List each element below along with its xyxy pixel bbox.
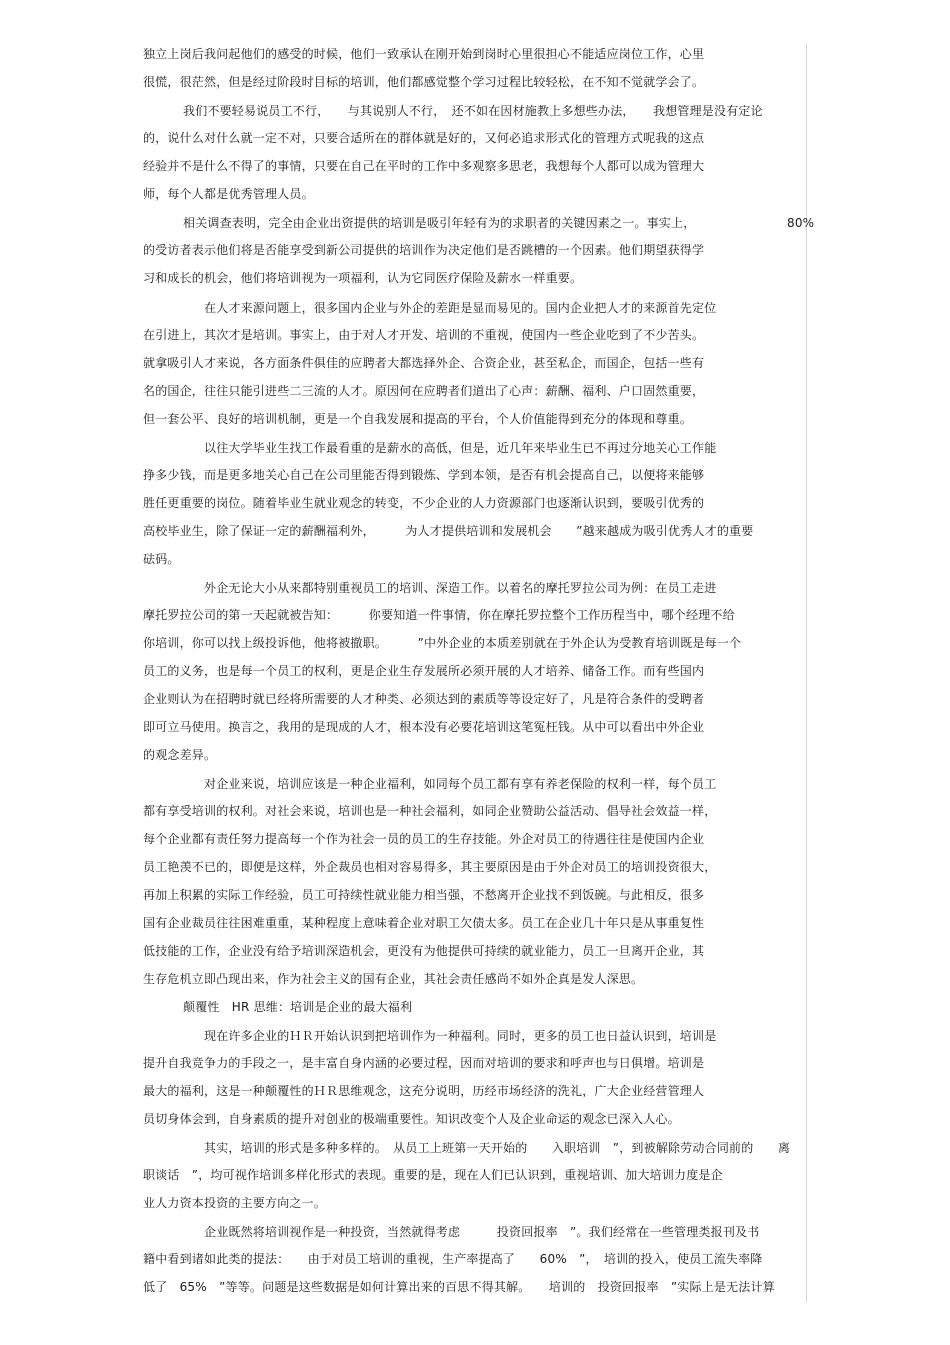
text-line: 砝码。 (143, 552, 180, 566)
text-line: 的观念差异。 (143, 748, 217, 762)
text-line: 习和成长的机会，他们将培训视为一项福利，认为它同医疗保险及薪水一样重要。 (143, 271, 583, 285)
text-line: 即可立马使用。换言之，我用的是现成的人才，根本没有必要花培训这笔冤枉钱。从中可以看出中外企业 (143, 720, 705, 734)
text-line: 最大的福利，这是一种颠覆性的ＨＲ思维观念，这充分说明，历经市场经济的洗礼，广大企业经营管理人 (143, 1084, 705, 1098)
text-line: 的，说什么对什么就一定不对，只要合适所在的群体就是好的，又何必追求形式化的管理方式呢我的这点 (143, 131, 705, 145)
text-line: 很慌，很茫然，但是经过阶段时目标的培训，他们都感觉整个学习过程比较轻松，在不知不觉就学会了。 (143, 75, 705, 89)
text-line: 员工的义务，也是每一个员工的权利，更是企业生存发展所必须开展的人才培养、储备工作。而有些国内 (143, 664, 705, 678)
text-line: 低了 65% ”等等。问题是这些数据是如何计算出来的百思不得其解。 培训的 投资回报率 ”实际上是无法计算 (143, 1280, 775, 1294)
text-line: 挣多少钱，而是更多地关心自己在公司里能否得到锻炼、学到本领，是否有机会提高自己，以便将来能够 (143, 468, 705, 482)
text-line: 企业则认为在招聘时就已经将所需要的人才种类、必须达到的素质等等设定好了，凡是符合条件的受聘者 (143, 692, 705, 706)
text-line: 就拿吸引人才来说，各方面条件俱佳的应聘者大都选择外企、合资企业，甚至私企，而国企，包括一些有 (143, 356, 705, 370)
text-line: 对企业来说，培训应该是一种企业福利，如同每个员工都有享有养老保险的权利一样，每个员工 (204, 777, 717, 791)
text-line: 企业既然将培训视作是一种投资，当然就得考虑 投资回报率 ”。我们经常在一些管理类报刊及书 (204, 1225, 760, 1239)
text-line: 提升自我竞争力的手段之一，是丰富自身内涵的必要过程，因而对培训的要求和呼声也与日俱增。培训是 (143, 1056, 705, 1070)
text-line: 高校毕业生，除了保证一定的薪酬福利外， 为人才提供培训和发展机会 ”越来越成为吸引优秀人才的重要 (143, 524, 754, 538)
text-line: 国有企业裁员往往困难重重，某种程度上意味着企业对职工欠债太多。员工在企业几十年只是从事重复性 (143, 916, 705, 930)
text-line: 员工艳羡不已的，即便是这样，外企裁员也相对容易得多，其主要原因是由于外企对员工的培训投资很大， (143, 860, 717, 874)
text-line: 师，每个人都是优秀管理人员。 (143, 187, 314, 201)
text-line: 现在许多企业的ＨＲ开始认识到把培训作为一种福利。同时，更多的员工也日益认识到，培训是 (204, 1029, 717, 1043)
text-line: 在人才来源问题上，很多国内企业与外企的差距是显而易见的。国内企业把人才的来源首先定位 (204, 301, 717, 315)
text-line: 再加上积累的实际工作经验，员工可持续性就业能力相当强，不愁离开企业找不到饭碗。与此相反，很多 (143, 888, 705, 902)
text-line: 低技能的工作，企业没有给予培训深造机会，更没有为他提供可持续的就业能力，员工一旦离开企业，其 (143, 944, 705, 958)
text-line: 其实，培训的形式是多种多样的。 从员工上班第一天开始的 入职培训 ”，到被解除劳动合同前的 离 (204, 1141, 791, 1155)
text-line: 都有享受培训的权利。对社会来说，培训也是一种社会福利，如同企业赞助公益活动、倡导社会效益一样， (143, 804, 717, 818)
text-line: 独立上岗后我问起他们的感受的时候，他们一致承认在刚开始到岗时心里很担心不能适应岗位工作，心里 (143, 47, 705, 61)
text-line: 籍中看到诸如此类的提法： 由于对员工培训的重视，生产率提高了 60% ”， 培训的投入，使员工流失率降 (143, 1252, 763, 1266)
text-line: 胜任更重要的岗位。随着毕业生就业观念的转变，不少企业的人力资源部门也逐渐认识到，要吸引优秀的 (143, 496, 705, 510)
text-line: 外企无论大小从来都特别重视员工的培训、深造工作。以着名的摩托罗拉公司为例：在员工走进 (204, 581, 717, 595)
text-line: 我们不要轻易说员工不行， 与其说别人不行， 还不如在因材施教上多想些办法， 我想管理是没有定论 (183, 104, 763, 118)
text-line: 职谈话 ”，均可视作培训多样化形式的表现。重要的是，现在人们已认识到，重视培训、加大培训力度是企 (143, 1168, 723, 1182)
text-line: 名的国企，往往只能引进些二三流的人才。原因何在应聘者们道出了心声：薪酬、福利、户口固然重要， (143, 384, 705, 398)
text-line: 生存危机立即凸现出来，作为社会主义的国有企业，其社会责任感尚不如外企真是发人深思。 (143, 972, 644, 986)
text-line: 员切身体会到，自身素质的提升对创业的极端重要性。知识改变个人及企业命运的观念已深入人心。 (143, 1112, 680, 1126)
text-line: 但一套公平、良好的培训机制，更是一个自我发展和提高的平台，个人价值能得到充分的体现和尊重。 (143, 412, 693, 426)
text-line: 经验并不是什么不得了的事情，只要在自己在平时的工作中多观察多思老，我想每个人都可以成为管理大 (143, 159, 705, 173)
text-line: 相关调查表明，完全由企业出资提供的培训是吸引年轻有为的求职者的关键因素之一。事实上， 80% (183, 216, 815, 230)
text-line: 的受访者表示他们将是否能享受到新公司提供的培训作为决定他们是否跳槽的一个因素。他们期望获得学 (143, 243, 705, 257)
text-line: 在引进上，其次才是培训。事实上，由于对人才开发、培训的不重视，使国内一些企业吃到了不少苦头。 (143, 328, 705, 342)
text-line: 摩托罗拉公司的第一天起就被告知： 你要知道一件事情，你在摩托罗拉整个工作历程当中，哪个经理不给 (143, 608, 735, 622)
text-line: 你培训，你可以找上级投诉他，他将被撤职。 ”中外企业的本质差别就在于外企认为受教育培训既是每一个 (143, 636, 742, 650)
section-heading: 颠覆性 HR 思维：培训是企业的最大福利 (183, 1000, 413, 1014)
text-line: 业人力资本投资的主要方向之一。 (143, 1196, 327, 1210)
text-line: 每个企业都有责任努力提高每一个作为社会一员的员工的生存技能。外企对员工的待遇往往是使国内企业 (143, 832, 705, 846)
text-line: 以往大学毕业生找工作最看重的是薪水的高低，但是，近几年来毕业生已不再过分地关心工作能 (204, 441, 717, 455)
page-right-rule (806, 44, 807, 1302)
